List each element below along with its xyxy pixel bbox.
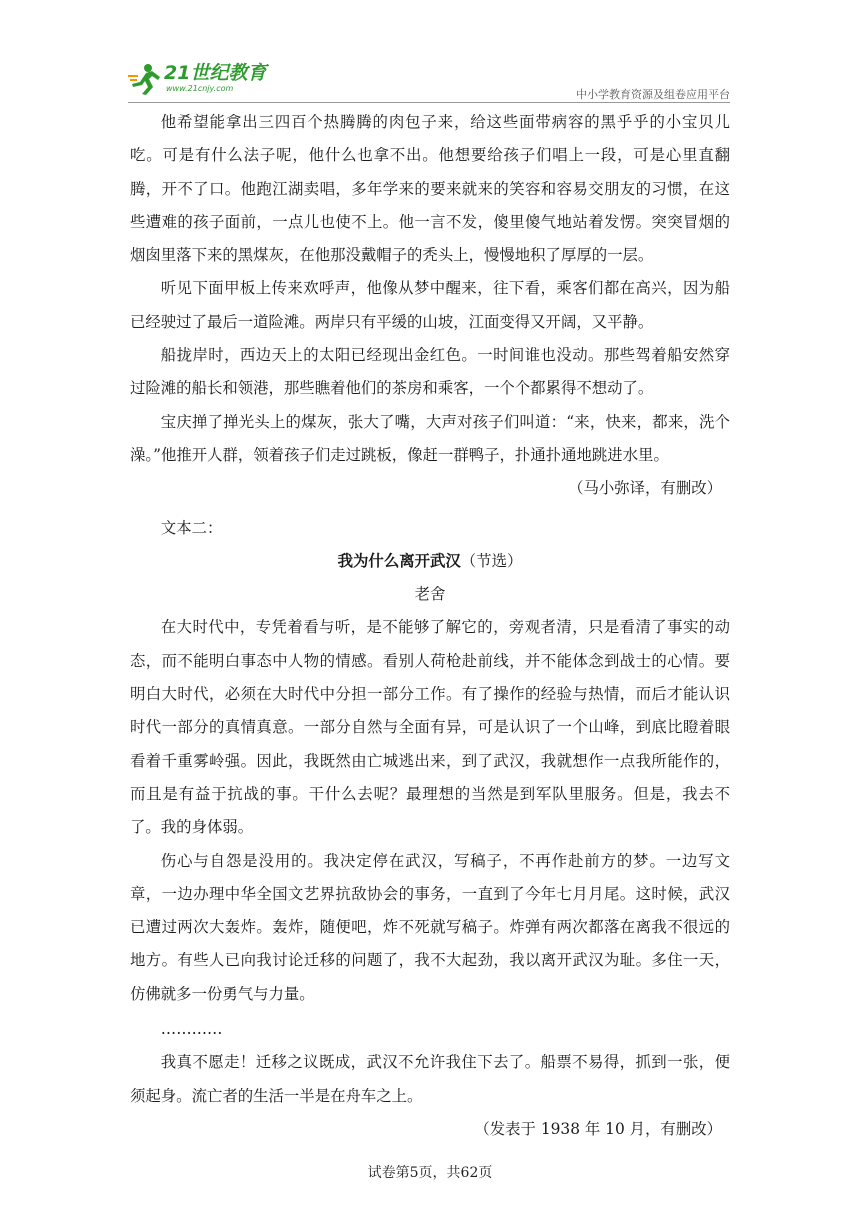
text2-title [130,545,730,578]
text1-paragraph-3: 船拢岸时，西边天上的太阳已经现出金红色。一时间谁也没动。那些驾着船安然穿过险滩的船长和领港，那些瞧着他们的茶房和乘客，一个个都累得不想动了。 [130,346,730,398]
text2-last-paragraph: 我真不愿走！迁移之议既成，武汉不允许我住下去了。船票不易得，抓到一张，便须起身。流亡者的生活一半是在舟车之上。 [130,1053,730,1105]
text1-source: （马小弥译，有删改） [568,479,722,498]
text1-paragraph-4: 宝庆掸了掸光头上的煤灰，张大了嘴，大声对孩子们叫道：“来，快来，都来，洗个澡。”他推开人群，领着孩子们走过跳板，像赶一群鸭子，扑通扑通地跳进水里。 [130,412,730,464]
text2-paragraph-2: 伤心与自怨是没用的。我决定停在武汉，写稿子，不再作赴前方的梦。一边写文章，一边办理中华全国文艺界抗敌协会的事务，一直到了今年七月月尾。这时候，武汉已遭过两次大轰炸。轰炸，随便吧，炸不死就写稿子。炸弹有两次都落在离我不很远的地方。有些人已向我讨论迁移的问题了，我不大起劲，我以离开武汉为耻。多住一天，仿佛就多一份勇气与力量。 [130,851,730,1003]
logo-text: 21世纪教育 [164,62,267,84]
text1-paragraph-2: 听见下面甲板上传来欢呼声，他像从梦中醒来，往下看，乘客们都在高兴，因为船已经驶过了最后一道险滩。两岸只有平缓的山坡，江面变得又开阔，又平静。 [130,279,730,331]
site-logo [128,62,266,100]
text2-paragraph-1: 在大时代中，专凭着看与听，是不能够了解它的，旁观者清，只是看清了事实的动态，而不能明白事态中人物的情感。看别人荷枪赴前线，并不能体念到战士的心情。要明白大时代，必须在大时代中分担一部分工作。有了操作的经验与热情，而后才能认识时代一部分的真情真意。一部分自然与全面有异，可是认识了一个山峰，到底比瞪着眼看着千重雾岭强。因此，我既然由亡城逃出来，到了武汉，我就想作一点我所能作的，而且是有益于抗战的事。干什么去呢？最理想的当然是到军队里服务。但是，我去不了。我的身体弱。 [130,618,730,837]
platform-name: 中小学教育资源及组卷应用平台 [576,88,730,101]
header-divider [128,102,730,103]
text2-title-main: 我为什么离开武汉 [337,551,461,570]
runner-logo-icon [128,62,162,96]
text1-paragraph-1: 他希望能拿出三四百个热腾腾的肉包子来，给这些面带病容的黑乎乎的小宝贝儿吃。可是有什么法子呢，他什么也拿不出。他想要给孩子们唱上一段，可是心里直翻腾，开不了口。他跑江湖卖唱，多年学来的要来就来的笑容和容易交朋友的习惯，在这些遭难的孩子面前，一点儿也使不上。他一言不发，傻里傻气地站着发愣。突突冒烟的烟囱里落下来的黑煤灰，在他那没戴帽子的秃头上，慢慢地积了厚厚的一层。 [130,113,730,265]
document-body [130,106,730,1146]
text2-label: 文本二： [160,518,223,537]
logo-url: www.21cnjy.com [166,84,234,93]
text2-source: （发表于 1938 年 10 月，有删改） [474,1119,722,1138]
page-number: 试卷第5页，共62页 [367,1165,493,1181]
page-header [128,62,730,104]
text2-author: 老舍 [414,585,446,604]
text2-title-note: （节选） [460,551,523,570]
text2-ellipsis: ………… [160,1020,223,1039]
